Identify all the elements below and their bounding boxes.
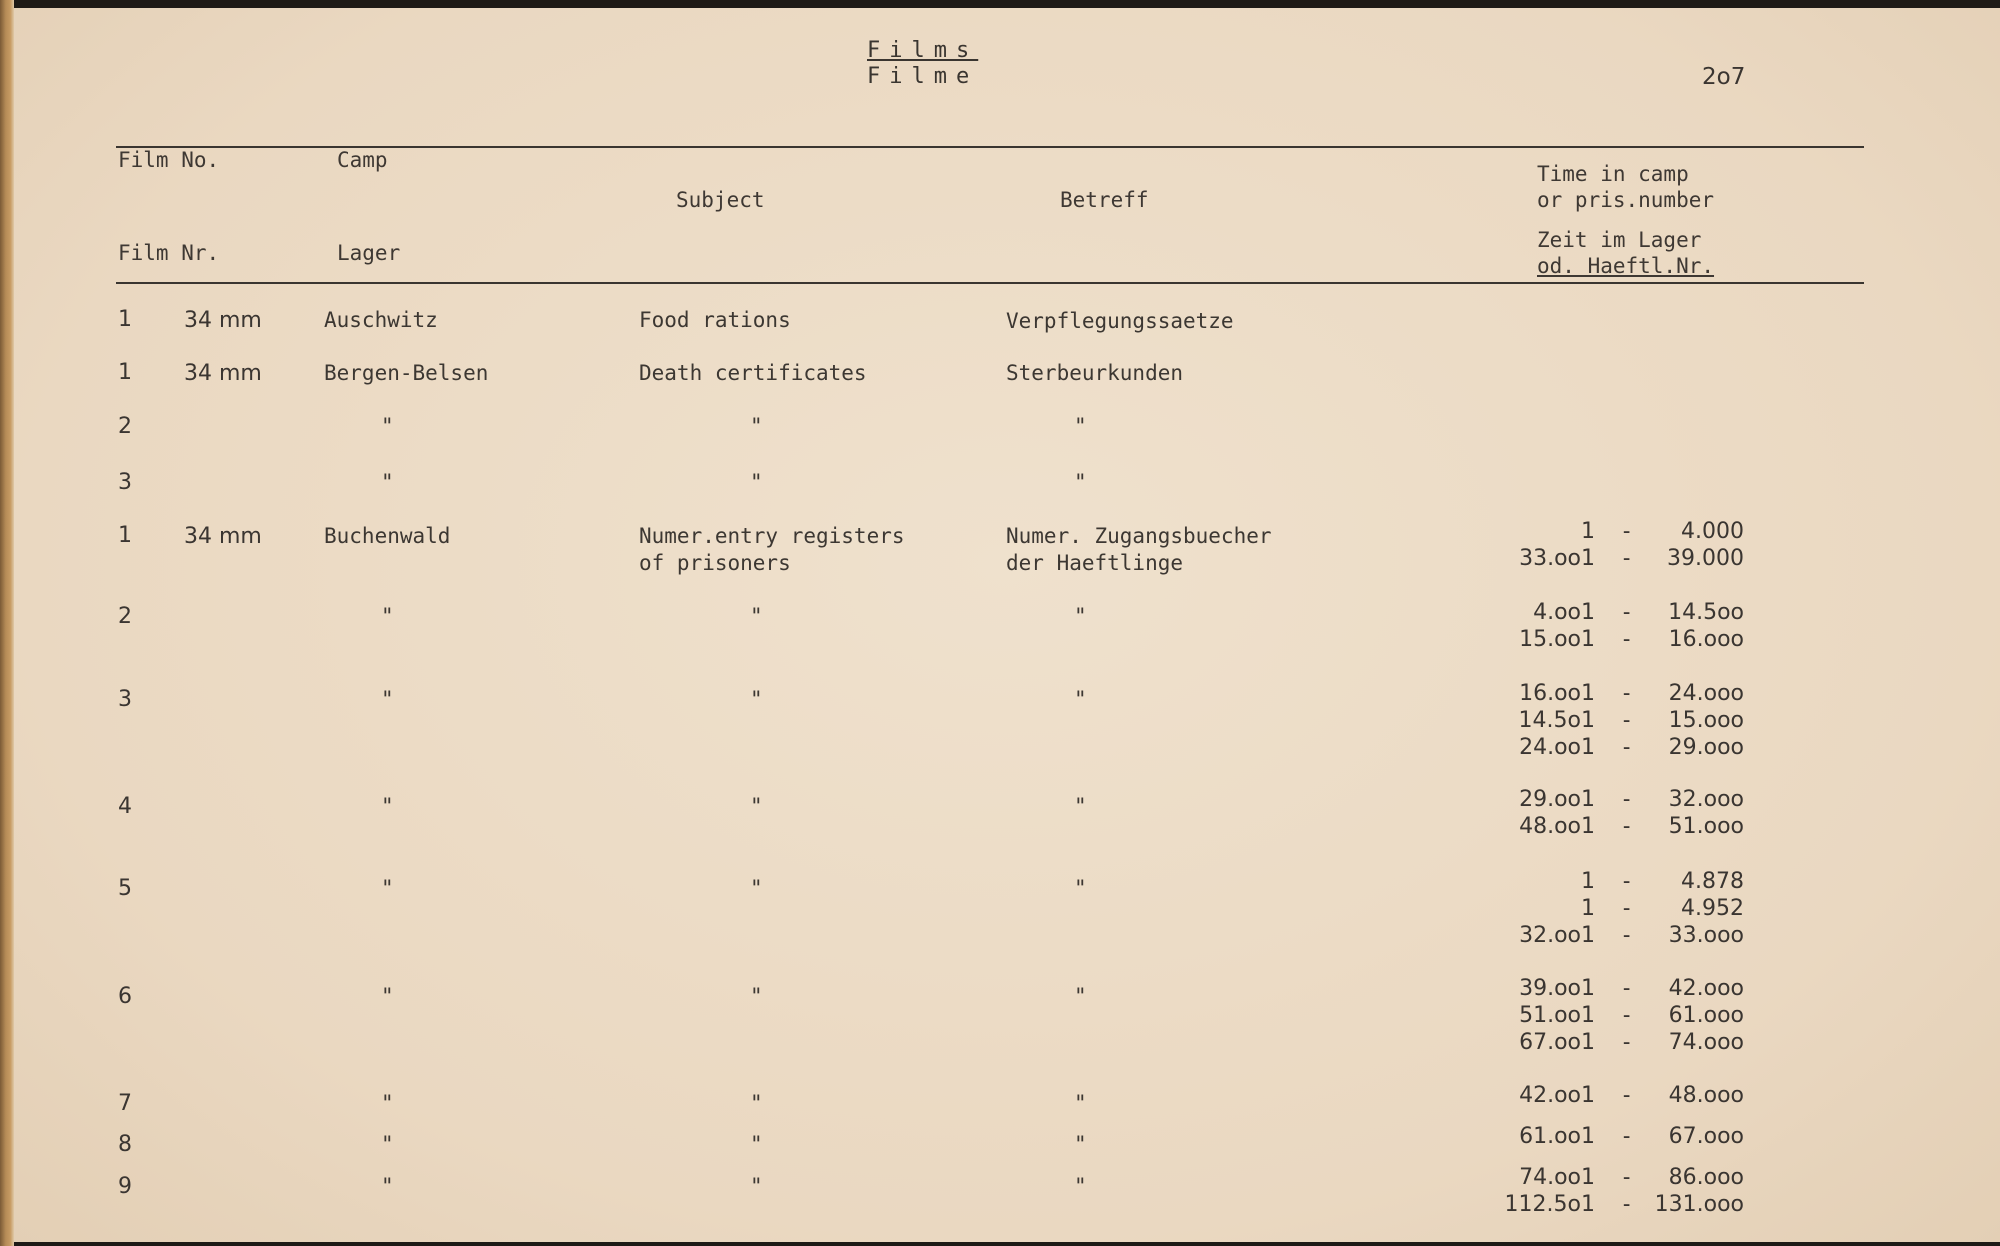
- range-from: 15.oo1: [1519, 627, 1595, 652]
- book-binding: [0, 0, 14, 1246]
- range-from: 51.oo1: [1519, 1003, 1595, 1028]
- range-line: [1474, 1003, 1754, 1030]
- camp-name: Buchenwald: [324, 524, 451, 548]
- header-haeftl-nr: od. Haeftl.Nr.: [1537, 254, 1715, 278]
- betreff-ditto: ": [1074, 604, 1087, 628]
- range-dash: -: [1620, 519, 1634, 544]
- subject-ditto: ": [750, 414, 763, 438]
- camp-ditto: ": [381, 1132, 394, 1156]
- film-number: 6: [118, 984, 132, 1009]
- film-number: 2: [118, 414, 132, 439]
- film-number: 3: [118, 687, 132, 712]
- range-dash: -: [1620, 1192, 1634, 1217]
- range-dash: -: [1620, 708, 1634, 733]
- range-to: 33.ooo: [1668, 923, 1744, 948]
- document-page: [14, 8, 2000, 1242]
- range-to: 4.000: [1681, 519, 1744, 544]
- header-bottom-rule: [116, 282, 1864, 284]
- range-to: 131.ooo: [1654, 1192, 1744, 1217]
- betreff-ditto: ": [1074, 470, 1087, 494]
- camp-ditto: ": [381, 984, 394, 1008]
- range-to: 86.ooo: [1668, 1165, 1744, 1190]
- range-to: 4.878: [1681, 869, 1744, 894]
- range-dash: -: [1620, 869, 1634, 894]
- film-number: 1: [118, 307, 132, 332]
- range-line: [1474, 896, 1754, 923]
- range-from: 16.oo1: [1519, 681, 1595, 706]
- camp-ditto: ": [381, 604, 394, 628]
- page-title-german: Filme: [867, 64, 979, 89]
- betreff-text: Sterbeurkunden: [1006, 361, 1184, 385]
- range-to: 42.ooo: [1668, 976, 1744, 1001]
- film-size: 34 mm: [184, 361, 262, 386]
- header-zeit-im-lager: Zeit im Lager: [1537, 228, 1702, 252]
- range-dash: -: [1620, 1124, 1634, 1149]
- range-from: 4.oo1: [1533, 600, 1595, 625]
- header-pris-number: or pris.number: [1537, 188, 1715, 212]
- header-camp: Camp: [337, 148, 388, 172]
- film-number: 4: [118, 794, 132, 819]
- page-title-english: Films: [867, 38, 979, 63]
- range-from: 74.oo1: [1519, 1165, 1595, 1190]
- subject-ditto: ": [750, 876, 763, 900]
- betreff-ditto: ": [1074, 1174, 1087, 1198]
- range-from: 24.oo1: [1519, 735, 1595, 760]
- range-from: 1: [1581, 869, 1595, 894]
- film-number: 1: [118, 523, 132, 548]
- range-line: [1474, 1083, 1754, 1110]
- range-from: 32.oo1: [1519, 923, 1595, 948]
- range-block: [1474, 869, 1754, 950]
- camp-name: Auschwitz: [324, 308, 438, 332]
- range-from: 1: [1581, 896, 1595, 921]
- film-size: 34 mm: [184, 308, 262, 333]
- film-number: 5: [118, 876, 132, 901]
- range-dash: -: [1620, 923, 1634, 948]
- header-lager: Lager: [337, 241, 401, 265]
- range-line: [1474, 708, 1754, 735]
- range-dash: -: [1620, 1165, 1634, 1190]
- betreff-text: Verpflegungssaetze: [1006, 309, 1234, 333]
- header-betreff: Betreff: [1060, 188, 1149, 212]
- betreff-ditto: ": [1074, 876, 1087, 900]
- film-number: 1: [118, 360, 132, 385]
- range-from: 33.oo1: [1519, 546, 1595, 571]
- range-line: [1474, 627, 1754, 654]
- header-subject: Subject: [676, 188, 765, 212]
- range-to: 74.ooo: [1668, 1030, 1744, 1055]
- betreff-text: Numer. Zugangsbuecher: [1006, 524, 1272, 548]
- range-dash: -: [1620, 814, 1634, 839]
- range-from: 29.oo1: [1519, 787, 1595, 812]
- range-dash: -: [1620, 787, 1634, 812]
- range-from: 112.5o1: [1504, 1192, 1595, 1217]
- range-to: 67.ooo: [1668, 1124, 1744, 1149]
- range-to: 39.000: [1667, 546, 1744, 571]
- subject-text-line2: of prisoners: [639, 551, 791, 575]
- range-line: [1474, 923, 1754, 950]
- range-dash: -: [1620, 1030, 1634, 1055]
- betreff-ditto: ": [1074, 687, 1087, 711]
- range-to: 29.ooo: [1668, 735, 1744, 760]
- range-line: [1474, 546, 1754, 573]
- film-number: 7: [118, 1091, 132, 1116]
- range-block: [1474, 1124, 1754, 1151]
- header-time-in-camp: Time in camp: [1537, 162, 1689, 186]
- subject-text: Food rations: [639, 308, 791, 332]
- range-block: [1474, 519, 1754, 573]
- range-line: [1474, 787, 1754, 814]
- subject-ditto: ": [750, 470, 763, 494]
- range-dash: -: [1620, 681, 1634, 706]
- range-from: 61.oo1: [1519, 1124, 1595, 1149]
- range-dash: -: [1620, 735, 1634, 760]
- betreff-ditto: ": [1074, 984, 1087, 1008]
- range-line: [1474, 735, 1754, 762]
- range-to: 24.ooo: [1668, 681, 1744, 706]
- camp-ditto: ": [381, 414, 394, 438]
- range-from: 14.5o1: [1518, 708, 1595, 733]
- betreff-ditto: ": [1074, 794, 1087, 818]
- range-line: [1474, 1192, 1754, 1219]
- range-to: 16.ooo: [1668, 627, 1744, 652]
- range-from: 39.oo1: [1519, 976, 1595, 1001]
- header-film-nr: Film Nr.: [118, 241, 220, 265]
- range-block: [1474, 1165, 1754, 1219]
- camp-name: Bergen-Belsen: [324, 361, 489, 385]
- range-to: 51.ooo: [1668, 814, 1744, 839]
- film-number: 2: [118, 604, 132, 629]
- range-line: [1474, 519, 1754, 546]
- range-from: 67.oo1: [1519, 1030, 1595, 1055]
- range-block: [1474, 681, 1754, 762]
- range-dash: -: [1620, 1003, 1634, 1028]
- betreff-ditto: ": [1074, 1132, 1087, 1156]
- film-number: 8: [118, 1132, 132, 1157]
- betreff-ditto: ": [1074, 414, 1087, 438]
- page-number: 2o7: [1702, 64, 1746, 90]
- range-block: [1474, 600, 1754, 654]
- camp-ditto: ": [381, 876, 394, 900]
- camp-ditto: ": [381, 1091, 394, 1115]
- subject-ditto: ": [750, 1132, 763, 1156]
- camp-ditto: ": [381, 687, 394, 711]
- subject-ditto: ": [750, 984, 763, 1008]
- range-block: [1474, 1083, 1754, 1110]
- subject-text: Numer.entry registers: [639, 524, 905, 548]
- range-line: [1474, 681, 1754, 708]
- betreff-ditto: ": [1074, 1091, 1087, 1115]
- range-line: [1474, 1165, 1754, 1192]
- subject-ditto: ": [750, 687, 763, 711]
- range-block: [1474, 976, 1754, 1057]
- camp-ditto: ": [381, 794, 394, 818]
- range-line: [1474, 814, 1754, 841]
- subject-text: Death certificates: [639, 361, 867, 385]
- range-from: 48.oo1: [1519, 814, 1595, 839]
- range-from: 42.oo1: [1519, 1083, 1595, 1108]
- subject-ditto: ": [750, 1174, 763, 1198]
- header-film-no: Film No.: [118, 148, 220, 172]
- range-line: [1474, 1124, 1754, 1151]
- camp-ditto: ": [381, 1174, 394, 1198]
- range-line: [1474, 976, 1754, 1003]
- subject-ditto: ": [750, 794, 763, 818]
- range-dash: -: [1620, 1083, 1634, 1108]
- range-to: 32.ooo: [1668, 787, 1744, 812]
- camp-ditto: ": [381, 470, 394, 494]
- film-size: 34 mm: [184, 524, 262, 549]
- range-dash: -: [1620, 627, 1634, 652]
- subject-ditto: ": [750, 604, 763, 628]
- range-to: 61.ooo: [1668, 1003, 1744, 1028]
- range-to: 15.ooo: [1668, 708, 1744, 733]
- range-line: [1474, 600, 1754, 627]
- range-block: [1474, 787, 1754, 841]
- range-dash: -: [1620, 600, 1634, 625]
- range-line: [1474, 869, 1754, 896]
- betreff-text-line2: der Haeftlinge: [1006, 551, 1184, 575]
- range-to: 14.5oo: [1668, 600, 1744, 625]
- subject-ditto: ": [750, 1091, 763, 1115]
- range-to: 4.952: [1681, 896, 1744, 921]
- range-from: 1: [1581, 519, 1595, 544]
- film-number: 3: [118, 470, 132, 495]
- range-dash: -: [1620, 896, 1634, 921]
- range-dash: -: [1620, 546, 1634, 571]
- range-line: [1474, 1030, 1754, 1057]
- range-to: 48.ooo: [1668, 1083, 1744, 1108]
- range-dash: -: [1620, 976, 1634, 1001]
- film-number: 9: [118, 1174, 132, 1199]
